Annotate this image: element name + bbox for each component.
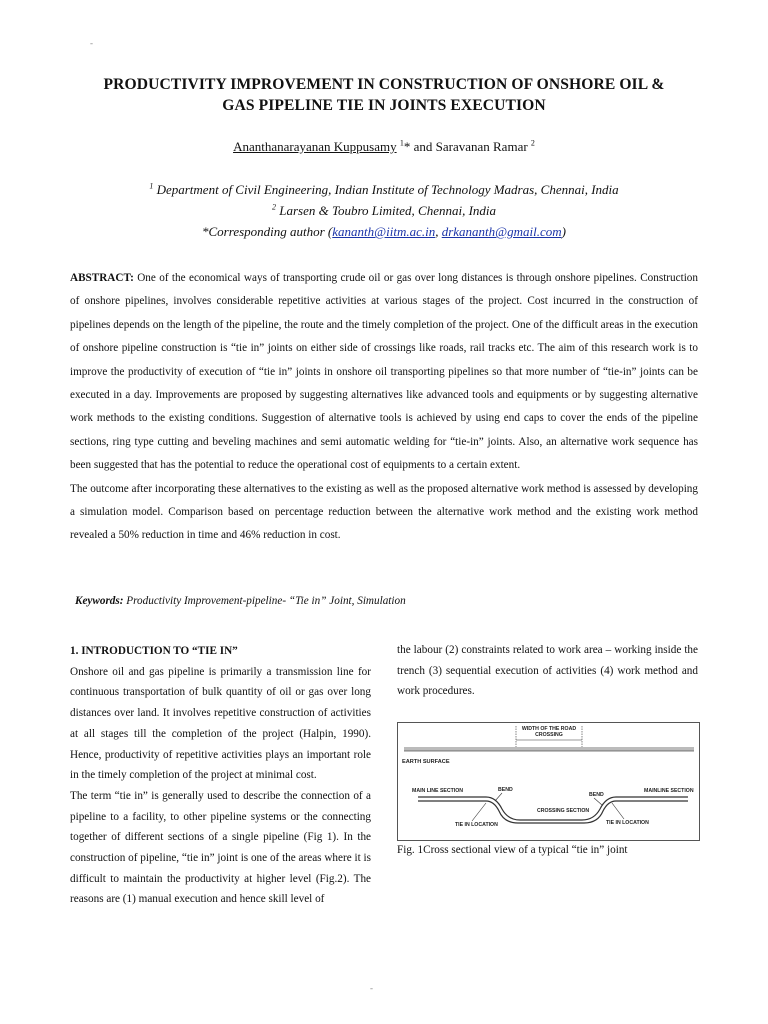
tie-in-left-label: TIE IN LOCATION	[455, 822, 498, 828]
keywords-text: Productivity Improvement-pipeline- “Tie in” Joint, Simulation	[123, 595, 406, 607]
tie-in-cross-section-diagram	[398, 723, 699, 840]
intro-paragraph-2: The term “tie in” is generally used to describe the connection of a pipeline to a facility, to other pipeline systems or the connecting together of different sections of a single pipeline (Fig 1). In the construction of pipeline, “tie in” joint is one of the areas where it is difficult to maintain the productivity at higher level (Fig.2). The reasons are (1) manual execution and hence skill level of	[70, 789, 371, 906]
abstract-paragraph-2: The outcome after incorporating these alternatives to the existing as well as the proposed alternative work method is assessed by developing a simulation model. Comparison based on percentage reduction between the alternative work method and the existing work method revealed a 50% reduction in time and 46% reduction in cost.	[70, 482, 698, 542]
author-1-affil: 1	[399, 138, 404, 148]
affiliations	[40, 179, 728, 242]
right-column	[397, 640, 698, 702]
bend-right-label: BEND	[589, 792, 604, 798]
author-1-mark: * and	[403, 139, 436, 154]
corresponding-prefix: *Corresponding author (	[202, 224, 333, 239]
author-2: Saravanan Ramar	[435, 139, 528, 154]
corresponding-author	[40, 221, 728, 242]
author-line	[40, 139, 728, 155]
width-label-line-1: WIDTH OF THE ROAD	[521, 726, 577, 732]
bend-right-pointer	[594, 798, 602, 805]
email-link-2[interactable]: drkananth@gmail.com	[441, 224, 562, 239]
title-line-2: GAS PIPELINE TIE IN JOINTS EXECUTION	[222, 97, 546, 114]
figure-1	[397, 722, 700, 841]
keywords	[75, 595, 406, 607]
affiliation-1	[40, 179, 728, 200]
intro-paragraph-3: the labour (2) constraints related to work area – working inside the trench (3) sequential execution of activities (4) work method and work procedures.	[397, 644, 698, 698]
affiliation-1-text: Department of Civil Engineering, Indian Institute of Technology Madras, Chennai, India	[156, 182, 619, 197]
width-label-line-2: CROSSING	[535, 732, 563, 738]
mainline-section-label: MAINLINE SECTION	[644, 788, 694, 794]
tie-in-left-pointer	[472, 803, 486, 821]
main-line-section-label: MAIN LINE SECTION	[412, 788, 464, 794]
tie-in-right-pointer	[612, 803, 624, 819]
affiliation-1-number: 1	[149, 181, 154, 191]
author-2-affil: 2	[530, 138, 535, 148]
paper-title	[40, 74, 728, 116]
affiliation-2	[40, 200, 728, 221]
corresponding-suffix: )	[561, 224, 566, 239]
figure-1-caption: Fig. 1Cross sectional view of a typical “tie in” joint	[397, 844, 628, 856]
affiliation-2-text: Larsen & Toubro Limited, Chennai, India	[279, 203, 497, 218]
abstract-text-1: One of the economical ways of transporting crude oil or gas over long distances is through onshore pipelines. Construction of onshore pipelines, involves considerable repetitive activities at various stages of the project. Cost incurred in the construction of pipelines depends on the length of the pipeline, the route and the timely completion of the project. One of the difficult areas in the execution of onshore pipeline construction is “tie in” joints on either side of crossings like roads, rail tracks etc. The aim of this research work is to improve the productivity of execution of “tie in” joints in onshore oil transporting pipelines so that more number of “tie-in” joints can be executed in a day. Improvements are proposed by suggesting alternatives like advanced tools and equipments or by suggesting alternative work methods to the existing conditions. Suggestion of alternative tools is achieved by using end caps to cover the ends of the pipeline sections, ring type cutting and beveling machines and semi automatic welding for “tie-in” joints. Also, an alternative work sequence has been suggested that has the potential to reduce the operational cost of equipments to a certain extent.	[70, 272, 698, 472]
earth-surface-label: EARTH SURFACE	[402, 759, 450, 765]
title-line-1: PRODUCTIVITY IMPROVEMENT IN CONSTRUCTION OF ONSHORE OIL &	[103, 76, 665, 93]
intro-paragraph-1: Onshore oil and gas pipeline is primarily a transmission line for continuous transportation of bulk quantity of oil or gas over long distances over land. It involves repetitive construction of activities at all stages till the completion of the project (Halpin, 1990). Hence, productivity of repetitive activities plays an important role in the timely completion of the project at minimal cost.	[70, 665, 371, 782]
email-link-1[interactable]: kananth@iitm.ac.in	[332, 224, 436, 239]
keywords-label: Keywords:	[75, 595, 124, 607]
abstract-label: ABSTRACT:	[70, 272, 134, 284]
bend-left-label: BEND	[498, 787, 513, 793]
top-mark: -	[90, 38, 93, 48]
abstract-paragraph-1	[70, 267, 698, 478]
bottom-mark: -	[370, 983, 373, 993]
earth-surface-band	[404, 747, 694, 751]
email-separator: ,	[435, 224, 442, 239]
tie-in-right-label: TIE IN LOCATION	[606, 820, 649, 826]
bend-left-pointer	[495, 793, 502, 801]
left-column	[70, 641, 371, 910]
section-heading: 1. INTRODUCTION TO “TIE IN”	[70, 645, 238, 657]
affiliation-2-number: 2	[271, 202, 276, 212]
author-1: Ananthanarayanan Kuppusamy	[233, 139, 397, 154]
crossing-section-label: CROSSING SECTION	[537, 808, 590, 814]
abstract	[70, 267, 698, 548]
